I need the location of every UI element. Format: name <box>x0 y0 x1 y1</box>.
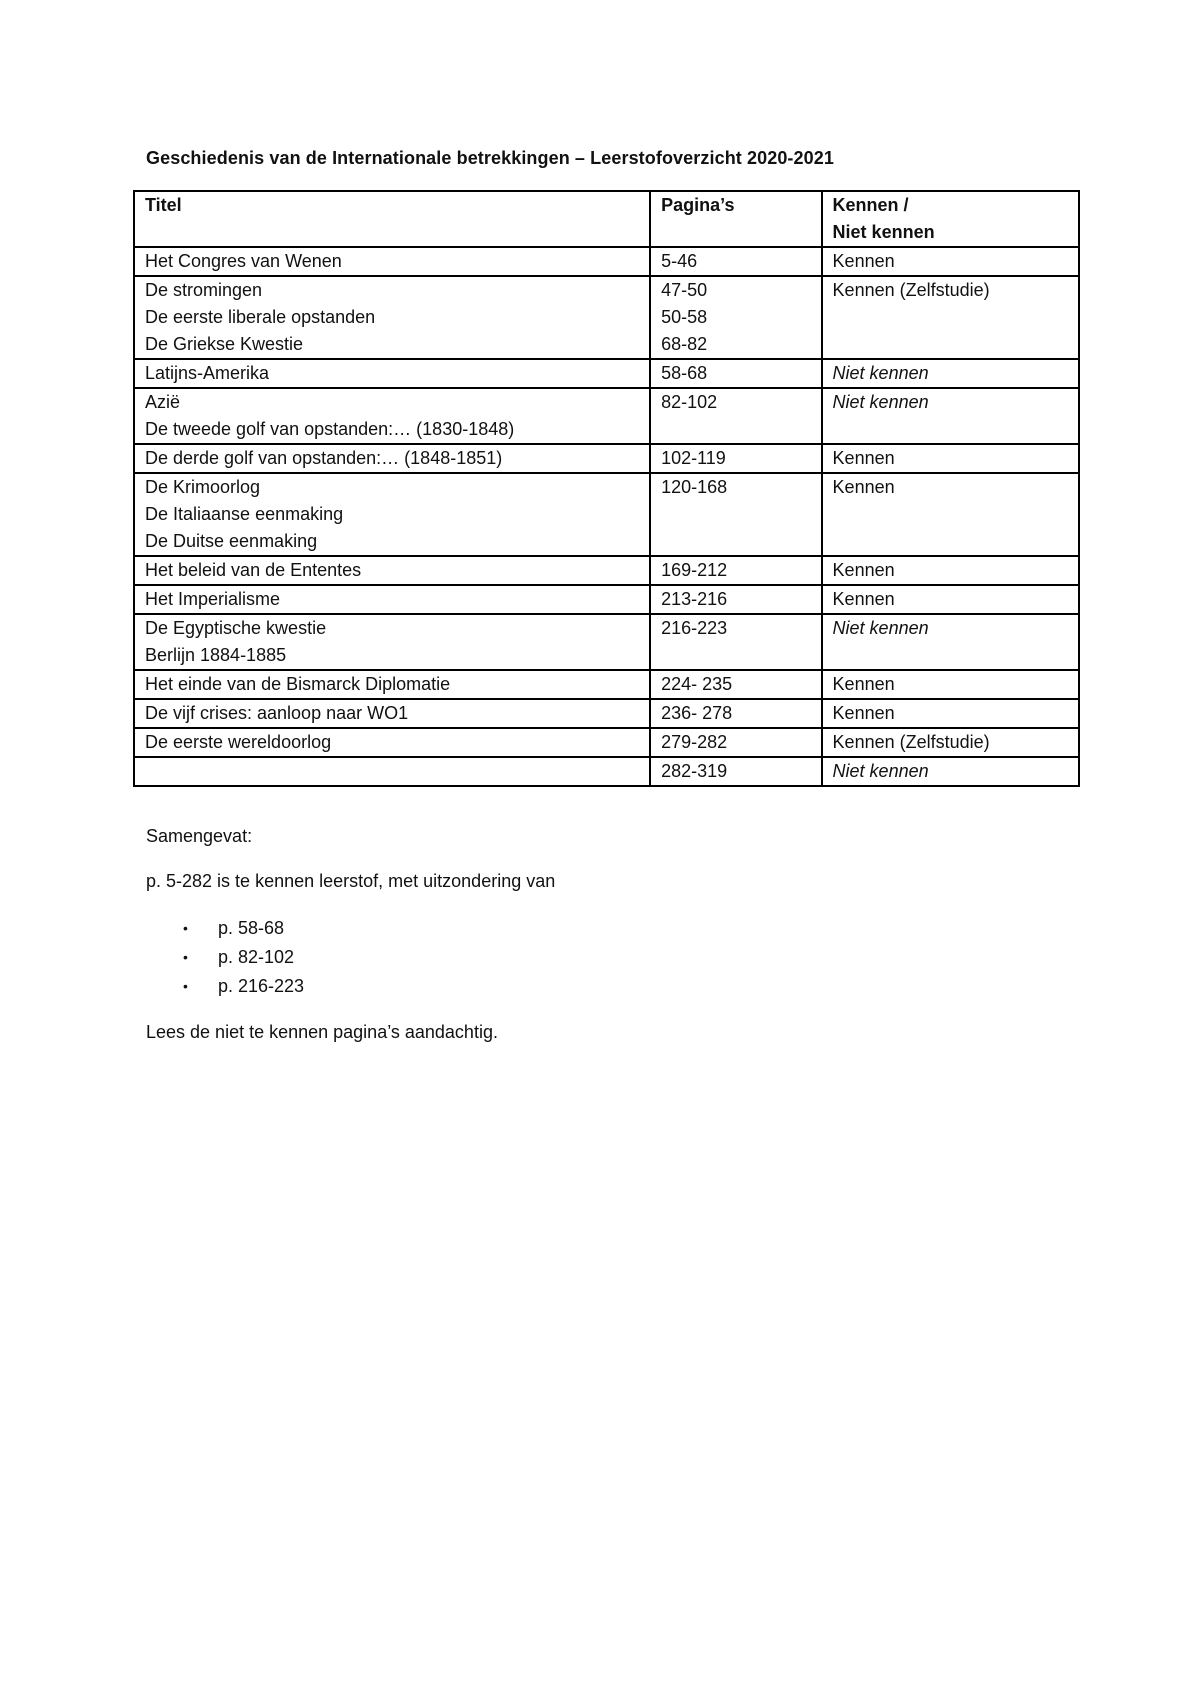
row-title: De eerste liberale opstanden <box>145 307 376 327</box>
row-status: Kennen <box>832 560 895 580</box>
table-row <box>134 757 1079 786</box>
document-title: Geschiedenis van de Internationale betrekkingen – Leerstofoverzicht 2020-2021 <box>146 148 834 168</box>
row-title-cell <box>134 359 650 388</box>
row-title: Het Congres van Wenen <box>145 251 342 271</box>
header-status <box>822 191 1079 247</box>
table-row <box>134 670 1079 699</box>
row-title: Het beleid van de Ententes <box>145 560 362 580</box>
summary-text: p. 5-282 is te kennen leerstof, met uitzondering van <box>146 871 556 891</box>
row-status: Kennen <box>832 589 895 609</box>
table-row <box>134 247 1079 276</box>
row-status: Niet kennen <box>832 392 929 412</box>
row-pages-cell <box>650 699 821 728</box>
header-status-label-line2: Niet kennen <box>832 222 935 242</box>
row-pages-cell <box>650 670 821 699</box>
exception-text: p. 216-223 <box>218 976 305 996</box>
table-row <box>134 276 1079 359</box>
row-title-cell <box>134 585 650 614</box>
closing-note: Lees de niet te kennen pagina’s aandachtig. <box>146 1022 498 1042</box>
row-status: Niet kennen <box>832 618 929 638</box>
row-pages-cell <box>650 757 821 786</box>
row-pages: 50-58 <box>661 307 708 327</box>
row-title: De eerste wereldoorlog <box>145 732 332 752</box>
exception-item <box>146 943 304 972</box>
header-pages-label: Pagina’s <box>661 195 735 215</box>
row-status-cell <box>822 614 1079 670</box>
summary-label: Samengevat: <box>146 826 253 846</box>
row-pages-cell <box>650 359 821 388</box>
row-pages-cell <box>650 473 821 556</box>
row-status-cell <box>822 473 1079 556</box>
row-status-cell <box>822 276 1079 359</box>
row-pages: 58-68 <box>661 363 708 383</box>
row-title: Latijns-Amerika <box>145 363 270 383</box>
row-pages-cell <box>650 247 821 276</box>
row-pages: 169-212 <box>661 560 728 580</box>
table-row <box>134 699 1079 728</box>
row-title: De Egyptische kwestie <box>145 618 327 638</box>
row-title-cell <box>134 444 650 473</box>
row-status-cell <box>822 556 1079 585</box>
bullet-icon: • <box>183 920 188 936</box>
row-pages-cell <box>650 276 821 359</box>
row-title: De stromingen <box>145 280 263 300</box>
row-pages: 224- 235 <box>661 674 733 694</box>
row-status-cell <box>822 699 1079 728</box>
row-pages-cell <box>650 556 821 585</box>
row-status: Kennen <box>832 703 895 723</box>
row-status-cell <box>822 247 1079 276</box>
row-status: Niet kennen <box>832 363 929 383</box>
header-title-label: Titel <box>145 195 182 215</box>
row-title <box>145 758 639 785</box>
row-status-cell <box>822 728 1079 757</box>
row-pages: 213-216 <box>661 589 728 609</box>
header-status-label-line1: Kennen / <box>832 195 909 215</box>
row-title-cell <box>134 728 650 757</box>
row-status: Kennen (Zelfstudie) <box>832 732 990 752</box>
row-title: De Duitse eenmaking <box>145 531 318 551</box>
row-status: Kennen <box>832 674 895 694</box>
exception-text: p. 58-68 <box>218 918 285 938</box>
row-pages: 216-223 <box>661 618 728 638</box>
row-status-cell <box>822 444 1079 473</box>
row-pages: 68-82 <box>661 334 708 354</box>
row-title: Het Imperialisme <box>145 589 281 609</box>
row-pages: 282-319 <box>661 761 728 781</box>
row-status: Kennen (Zelfstudie) <box>832 280 990 300</box>
table-row <box>134 359 1079 388</box>
row-pages-cell <box>650 728 821 757</box>
table-row <box>134 556 1079 585</box>
row-status: Kennen <box>832 477 895 497</box>
row-title-cell <box>134 670 650 699</box>
row-title: De Italiaanse eenmaking <box>145 504 344 524</box>
row-title-cell <box>134 699 650 728</box>
row-pages-cell <box>650 585 821 614</box>
row-title-cell <box>134 556 650 585</box>
table-row <box>134 444 1079 473</box>
row-title-cell <box>134 247 650 276</box>
row-status: Kennen <box>832 251 895 271</box>
row-status-cell <box>822 359 1079 388</box>
exception-item <box>146 914 304 943</box>
row-title-cell <box>134 473 650 556</box>
study-overview-table <box>133 190 1080 787</box>
row-pages: 102-119 <box>661 448 726 468</box>
row-title: De vijf crises: aanloop naar WO1 <box>145 703 409 723</box>
row-title: De tweede golf van opstanden:… (1830-1848) <box>145 419 515 439</box>
row-pages: 120-168 <box>661 477 728 497</box>
row-pages-cell <box>650 614 821 670</box>
row-status: Niet kennen <box>832 761 929 781</box>
row-pages: 47-50 <box>661 280 708 300</box>
header-title <box>134 191 650 247</box>
row-pages: 236- 278 <box>661 703 733 723</box>
row-title: De Griekse Kwestie <box>145 334 304 354</box>
row-pages-cell <box>650 444 821 473</box>
row-pages: 82-102 <box>661 392 718 412</box>
row-title: De derde golf van opstanden:… (1848-1851) <box>145 448 503 468</box>
row-pages: 279-282 <box>661 732 728 752</box>
bullet-icon: • <box>183 949 188 965</box>
row-title-cell <box>134 614 650 670</box>
table-row <box>134 388 1079 444</box>
table-header-row <box>134 191 1079 247</box>
row-status-cell <box>822 388 1079 444</box>
exceptions-list <box>146 914 304 1001</box>
row-pages: 5-46 <box>661 251 698 271</box>
row-title-cell <box>134 757 650 786</box>
table-row <box>134 585 1079 614</box>
table-row <box>134 728 1079 757</box>
table-row <box>134 614 1079 670</box>
row-status-cell <box>822 757 1079 786</box>
row-status: Kennen <box>832 448 895 468</box>
row-title: Berlijn 1884-1885 <box>145 645 287 665</box>
row-status-cell <box>822 670 1079 699</box>
row-pages-cell <box>650 388 821 444</box>
row-title: Azië <box>145 392 181 412</box>
bullet-icon: • <box>183 978 188 994</box>
exception-item <box>146 972 304 1001</box>
row-title-cell <box>134 276 650 359</box>
row-title: Het einde van de Bismarck Diplomatie <box>145 674 451 694</box>
exception-text: p. 82-102 <box>218 947 295 967</box>
row-status-cell <box>822 585 1079 614</box>
row-title-cell <box>134 388 650 444</box>
table-row <box>134 473 1079 556</box>
row-title: De Krimoorlog <box>145 477 261 497</box>
header-pages <box>650 191 821 247</box>
